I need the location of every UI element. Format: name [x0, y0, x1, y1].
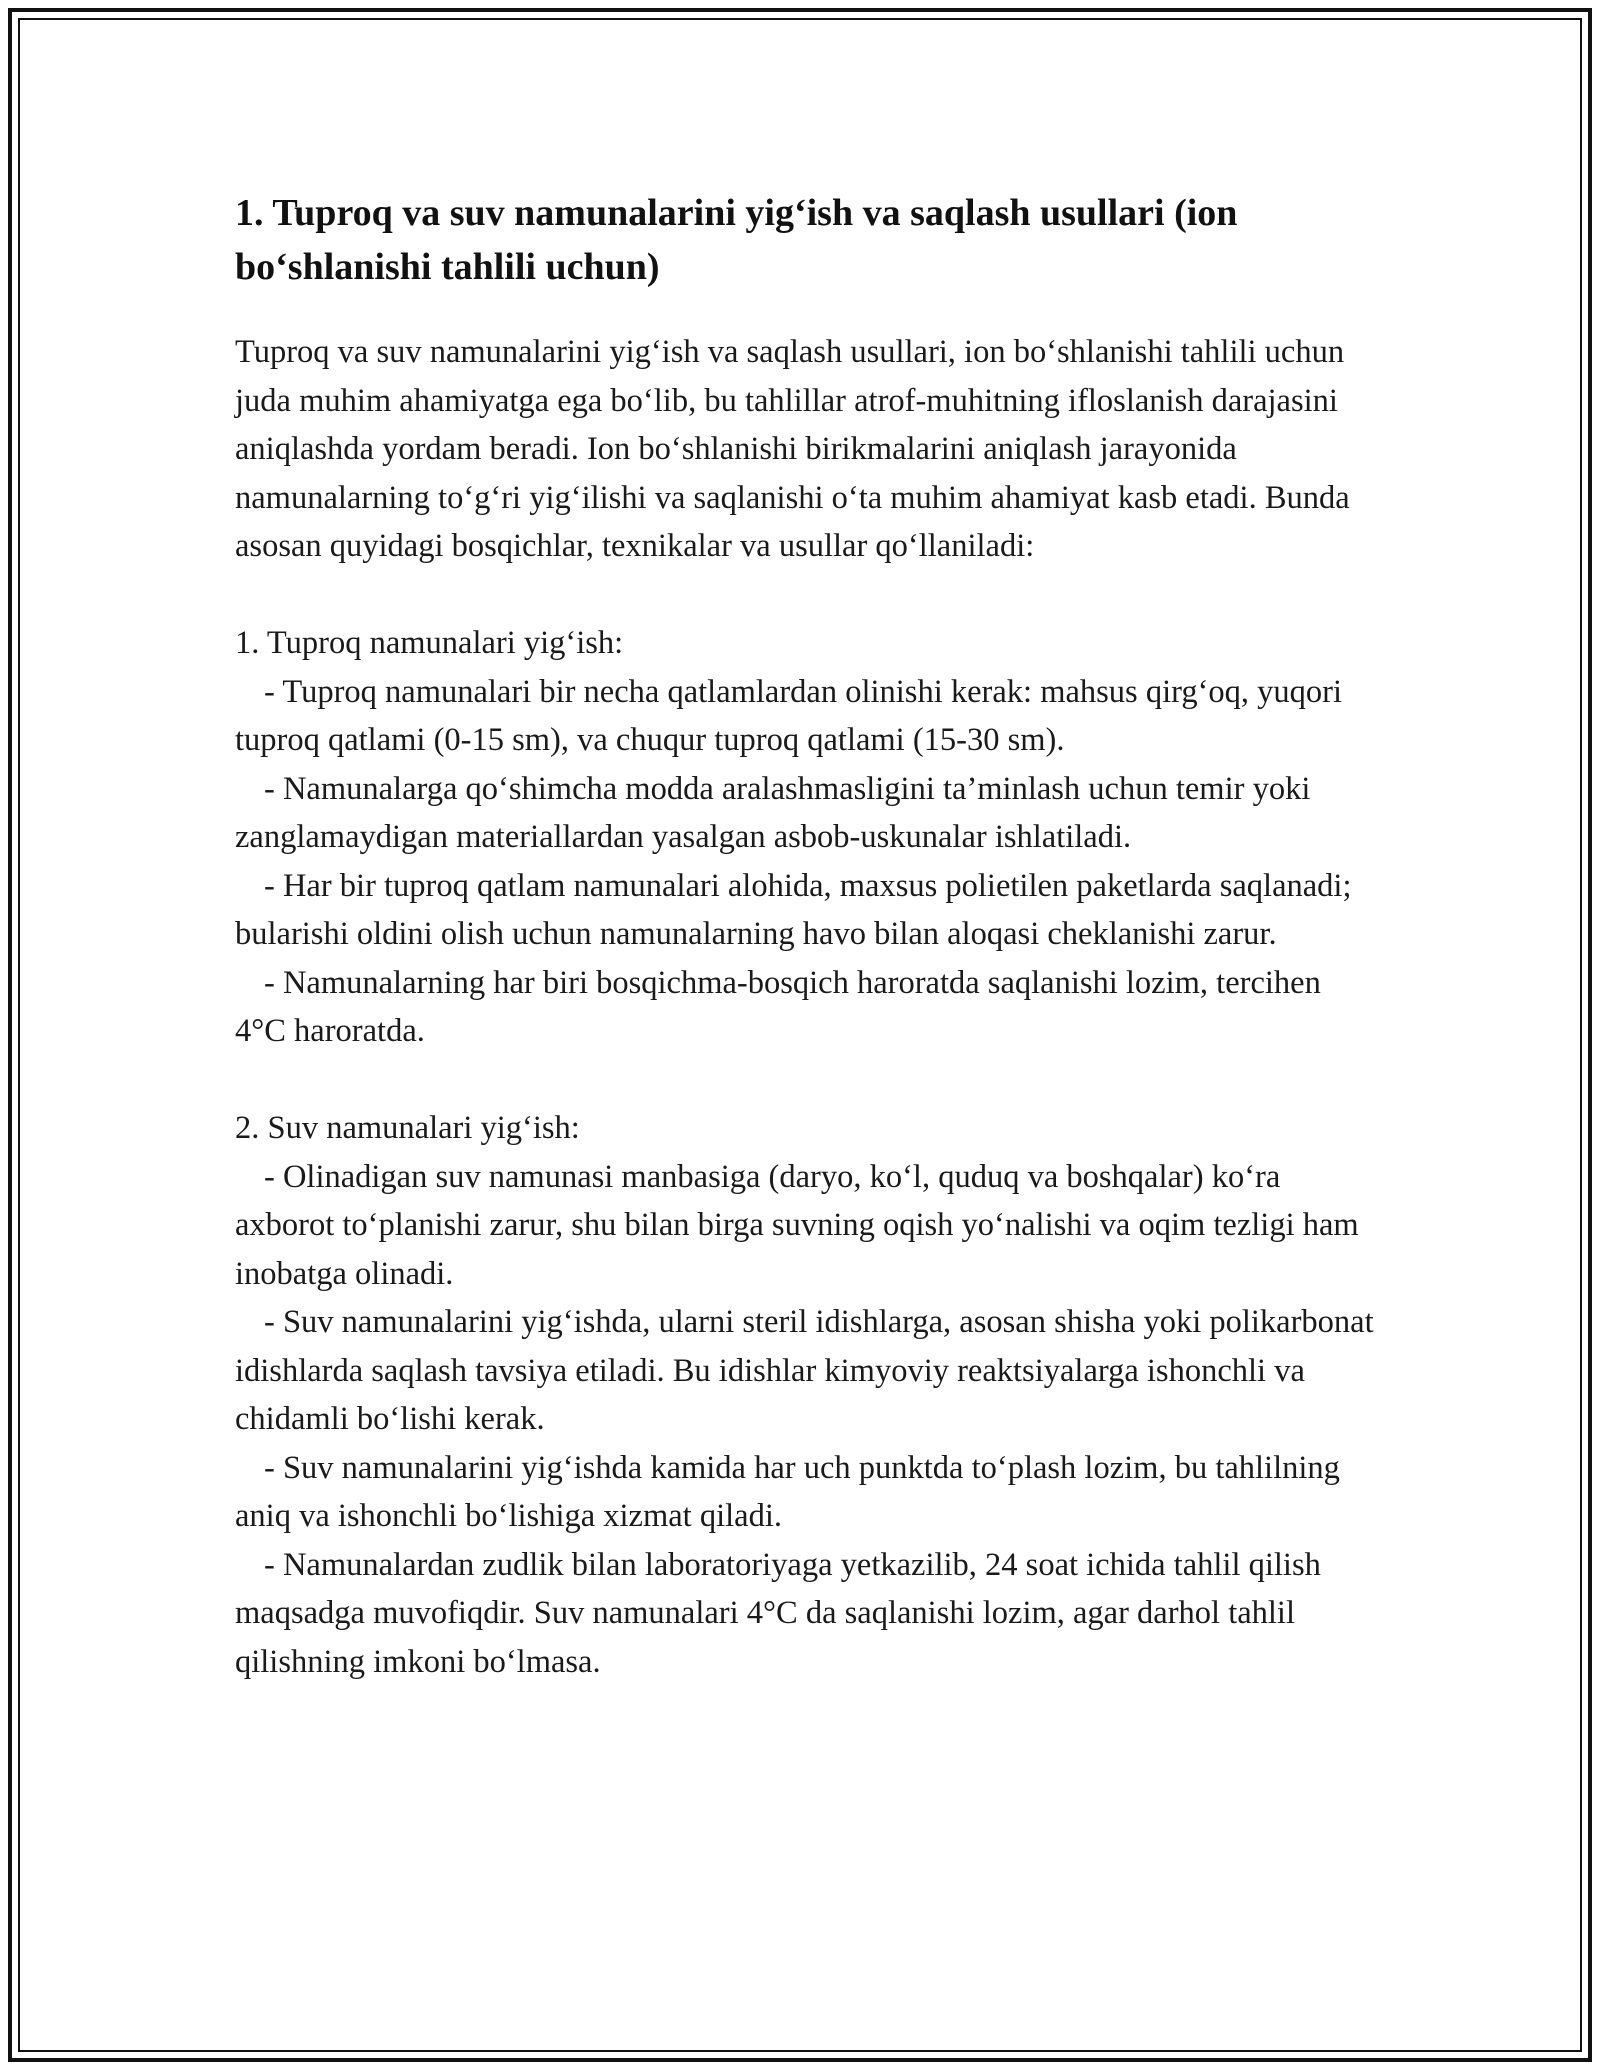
list-item: - Suv namunalarini yig‘ishda, ularni steril idishlarga, asosan shisha yoki polikarbonat idishlarda saqlash tavsiya etiladi. Bu idishlar kimyoviy reaktsiyalarga ishonchli va chidamli bo‘lishi kerak.	[235, 1304, 1374, 1437]
list-item: - Har bir tuproq qatlam namunalari alohida, maxsus polietilen paketlarda saqlanadi; bularishi oldini olish uchun namunalarning havo bilan aloqasi cheklanishi zarur.	[235, 867, 1352, 952]
document-heading: 1. Tuproq va suv namunalarini yig‘ish va saqlash usullari (ion bo‘shlanishi tahlili uchun)	[235, 192, 1238, 288]
list-item: - Namunalarga qo‘shimcha modda aralashmasligini ta’minlash uchun temir yoki zanglamaydigan materiallardan yasalgan asbob-uskunalar ishlatiladi.	[235, 770, 1311, 855]
list-item: - Namunalardan zudlik bilan laboratoriyaga yetkazilib, 24 soat ichida tahlil qilish maqsadga muvofiqdir. Suv namunalari 4°C da saqlanishi lozim, agar darhol tahlil qilishning imkoni bo‘lmasa.	[235, 1546, 1321, 1680]
section-title-water: 2. Suv namunalari yig‘ish:	[235, 1110, 580, 1146]
list-item: - Namunalarning har biri bosqichma-bosqich haroratda saqlanishi lozim, tercihen 4°C haroratda.	[235, 964, 1321, 1049]
section-title-soil: 1. Tuproq namunalari yig‘ish:	[235, 625, 624, 661]
document-body	[235, 186, 1375, 1686]
list-item: - Tuproq namunalari bir necha qatlamlardan olinishi kerak: mahsus qirg‘oq, yuqori tuproq qatlami (0-15 sm), va chuqur tuproq qatlami (15-30 sm).	[235, 673, 1343, 758]
paragraph-gap	[235, 571, 1375, 620]
list-item: - Suv namunalarini yig‘ishda kamida har uch punktda to‘plash lozim, bu tahlilning aniq va ishonchli bo‘lishiga xizmat qiladi.	[235, 1449, 1340, 1534]
paragraph-gap	[235, 1056, 1375, 1105]
list-item: - Olinadigan suv namunasi manbasiga (daryo, ko‘l, quduq va boshqalar) ko‘ra axborot to‘planishi zarur, shu bilan birga suvning oqish yo‘nalishi va oqim tezligi ham inobatga olinadi.	[235, 1158, 1359, 1292]
intro-paragraph: Tuproq va suv namunalarini yig‘ish va saqlash usullari, ion bo‘shlanishi tahlili uchun juda muhim ahamiyatga ega bo‘lib, bu tahlillar atrof-muhitning ifloslanish darajasini aniqlashda yordam beradi. Ion bo‘shlanishi birikmalarini aniqlash jarayonida namunalarning to‘g‘ri yig‘ilishi va saqlanishi o‘ta muhim ahamiyat kasb etadi. Bunda asosan quyidagi bosqichlar, texnikalar va usullar qo‘llaniladi:	[235, 334, 1350, 564]
